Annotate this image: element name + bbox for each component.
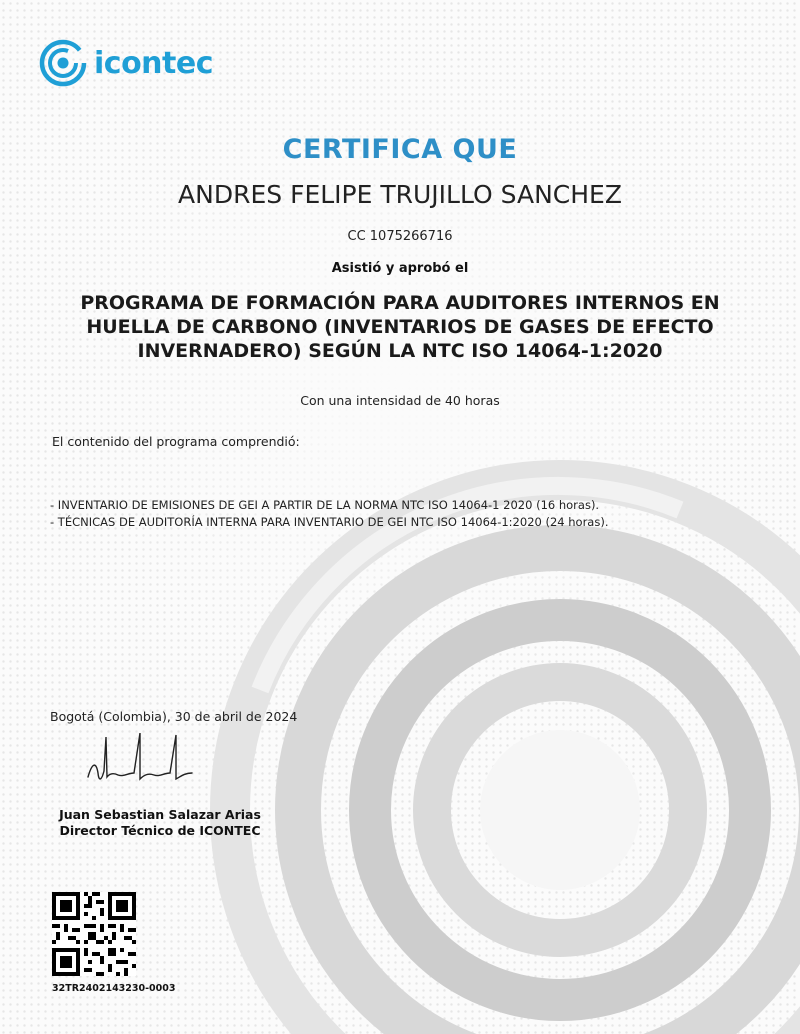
topic-item: - INVENTARIO DE EMISIONES DE GEI A PARTIR DE LA NORMA NTC ISO 14064-1 2020 (16 horas). [50, 498, 600, 512]
program-content-heading: El contenido del programa comprendió: [52, 434, 300, 449]
certificate-code: 32TR2402143230-0003 [52, 983, 176, 994]
signer-block [40, 807, 280, 839]
approved-text: Asistió y aprobó el [331, 261, 469, 276]
certifies-heading: CERTIFICA QUE [282, 134, 518, 165]
signer-title: Director Técnico de ICONTEC [59, 823, 261, 838]
program-title-line: HUELLA DE CARBONO (INVENTARIOS DE GASES DE EFECTO [86, 316, 714, 338]
program-title [30, 291, 770, 363]
place-date: Bogotá (Colombia), 30 de abril de 2024 [50, 709, 298, 724]
signer-name: Juan Sebastian Salazar Arias [59, 807, 261, 822]
program-title-line: PROGRAMA DE FORMACIÓN PARA AUDITORES INTERNOS EN [80, 292, 720, 314]
recipient-name: ANDRES FELIPE TRUJILLO SANCHEZ [178, 180, 622, 209]
topic-item: - TÉCNICAS DE AUDITORÍA INTERNA PARA INVENTARIO DE GEI NTC ISO 14064-1:2020 (24 horas). [50, 515, 609, 529]
recipient-id: CC 1075266716 [347, 229, 453, 244]
program-intensity: Con una intensidad de 40 horas [300, 393, 500, 408]
logo-wordmark: icontec [94, 45, 214, 81]
signature-image [80, 733, 210, 795]
icontec-logo [38, 38, 213, 88]
icontec-logo-icon [38, 38, 88, 88]
program-topics [50, 497, 609, 531]
program-title-line: INVERNADERO) SEGÚN LA NTC ISO 14064-1:2020 [137, 340, 663, 362]
qr-code[interactable] [52, 892, 136, 976]
